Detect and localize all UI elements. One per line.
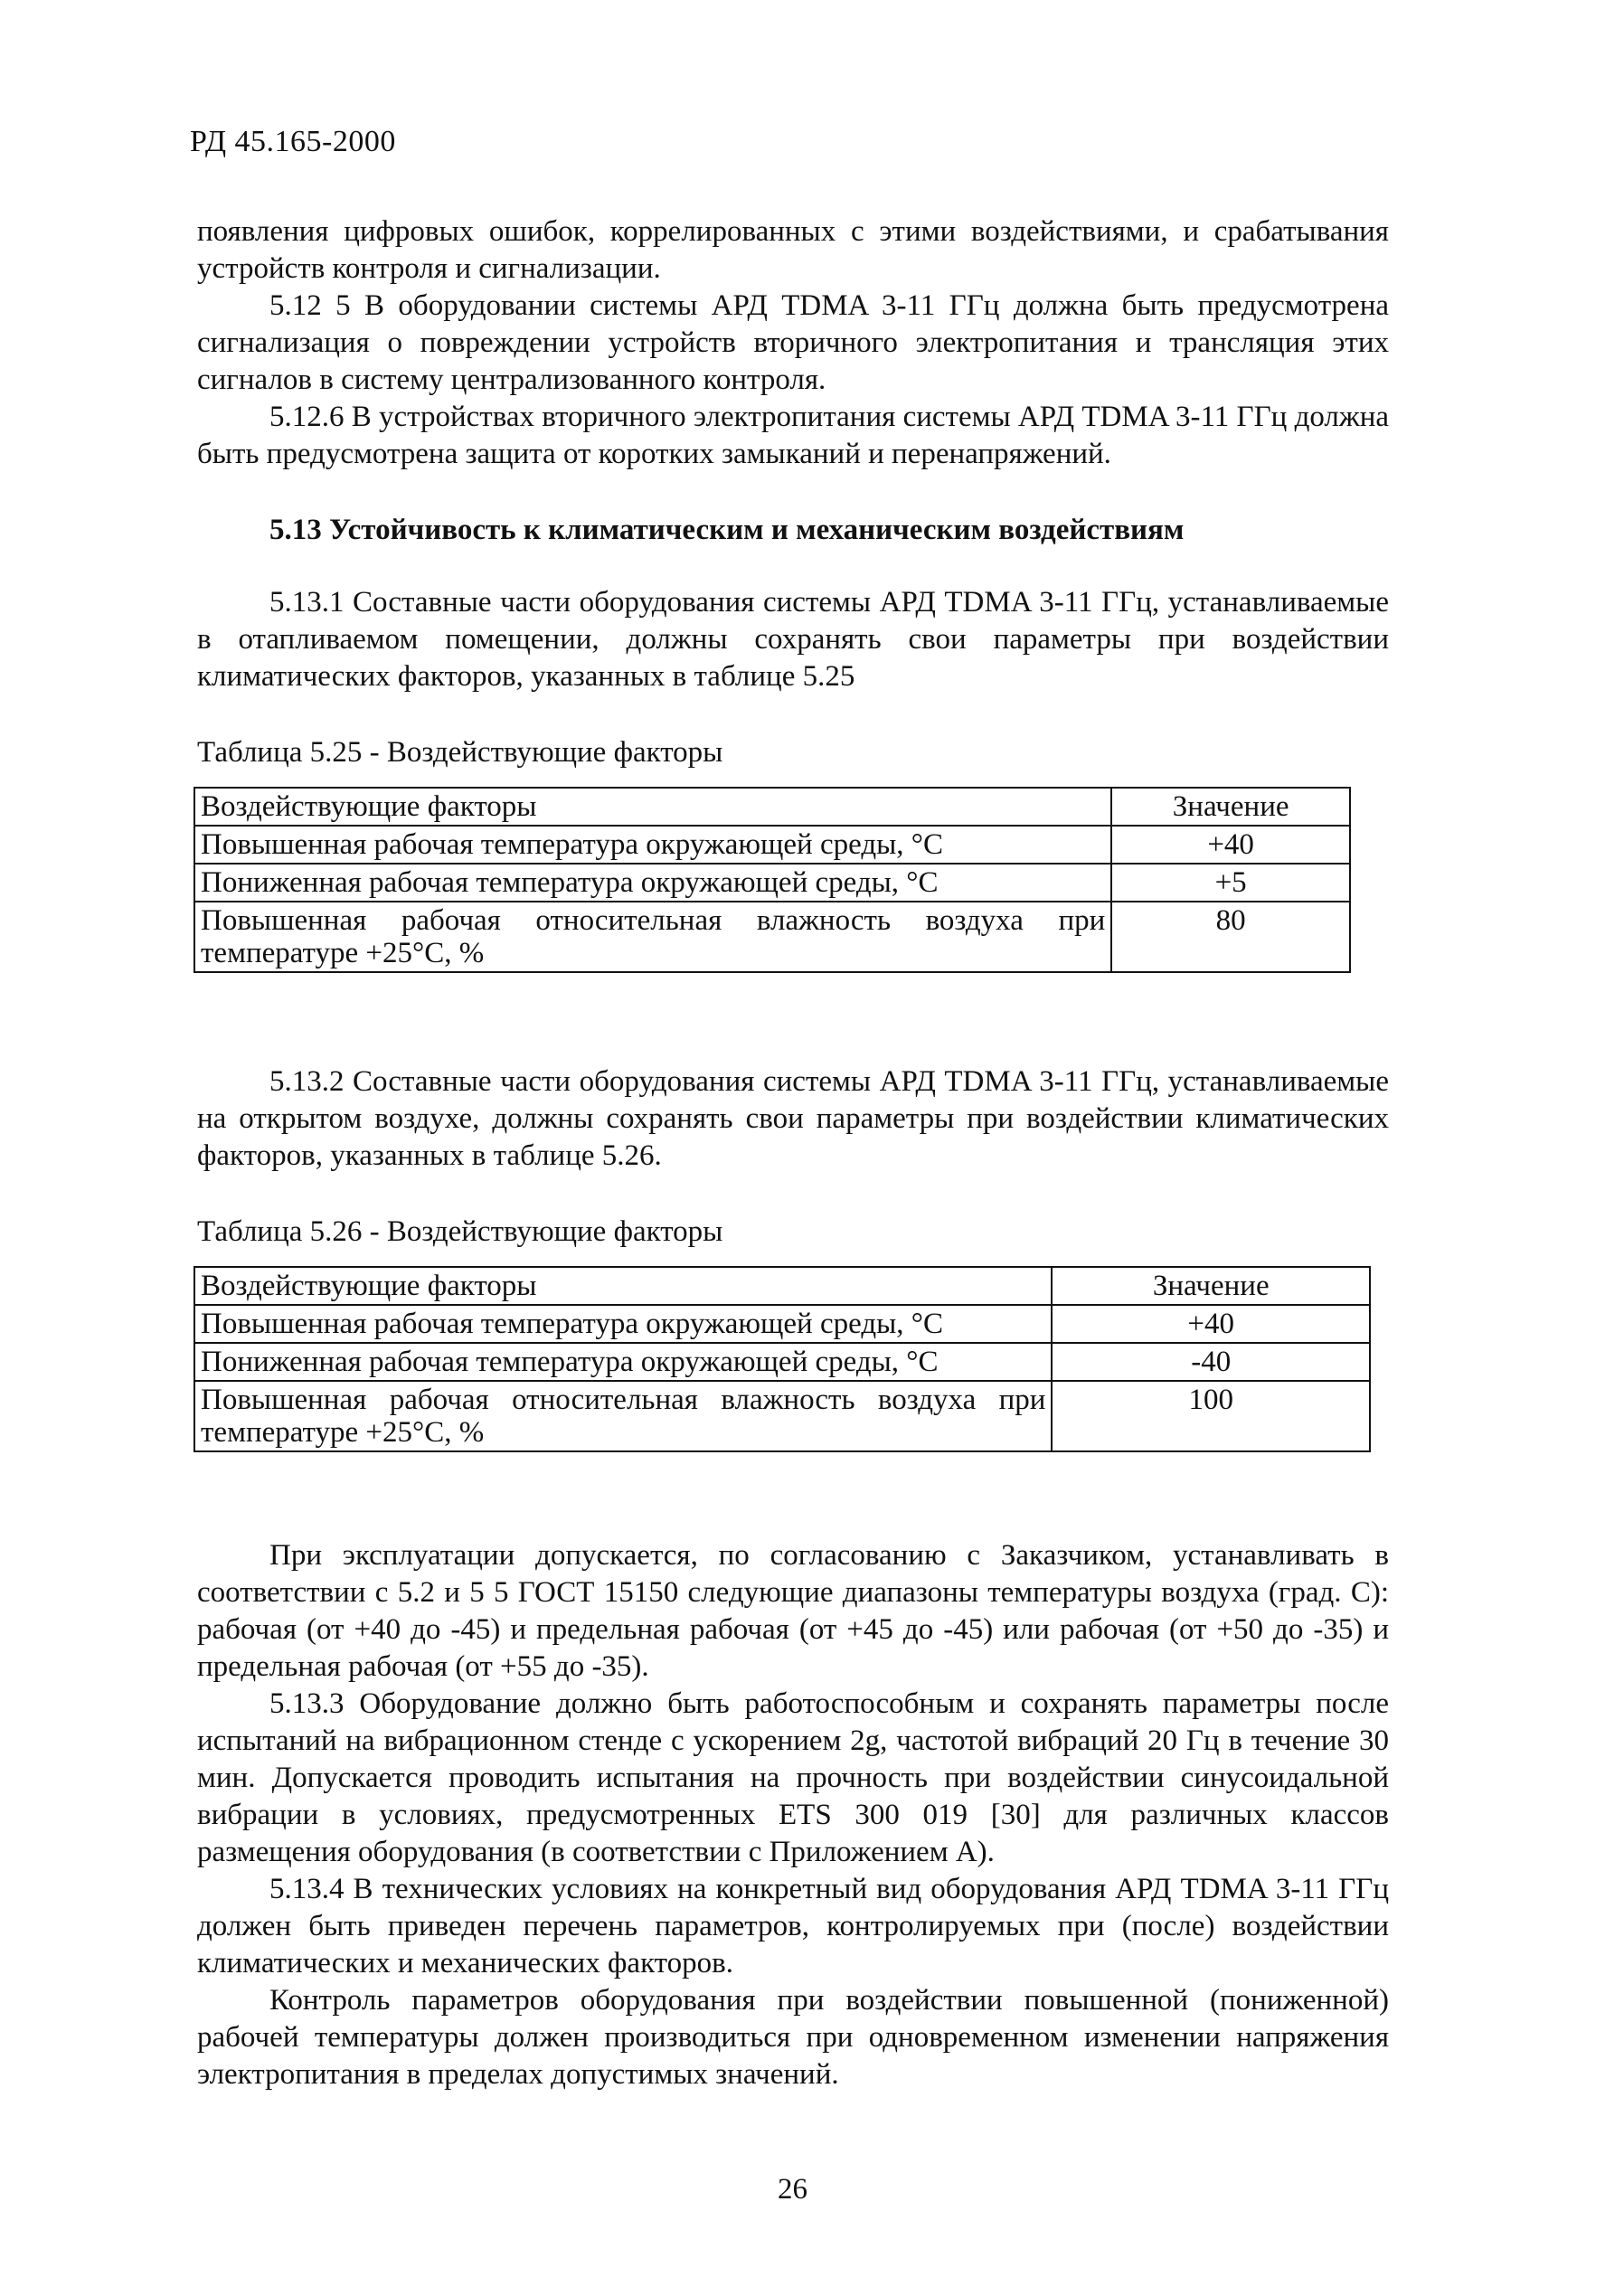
factor-cell: Повышенная рабочая относительная влажность воздуха при температуре +25°С, %	[194, 1381, 1052, 1451]
table-5-26-caption: Таблица 5.26 - Воздействующие факторы	[197, 1215, 723, 1248]
paragraph-5-12-6: 5.12.6 В устройствах вторичного электропитания системы АРД TDMA 3-11 ГГц должна быть предусмотрена защита от коротких замыканий и перенапряжений.	[197, 401, 1389, 470]
page-number: 26	[778, 2173, 807, 2206]
paragraph-continuation: появления цифровых ошибок, коррелированных с этими воздействиями, и срабатывания устройств контроля и сигнализации.	[197, 215, 1389, 285]
table-header-row	[194, 1267, 1370, 1305]
factor-cell: Повышенная рабочая температура окружающей среды, °С	[194, 1305, 1052, 1343]
paragraph-5-13-3: 5.13.3 Оборудование должно быть работоспособным и сохранять параметры после испытаний на вибрационном стенде с ускорением 2g, частотой вибраций 20 Гц в течение 30 мин. Допускается проводить испытания на прочность при воздействии синусоидальной вибрации в условиях, предусмотренных ETS 300 019 [30] для различных классов размещения оборудования (в соответствии с Приложением А).	[197, 1687, 1389, 1868]
document-code: РД 45.165-2000	[190, 125, 396, 158]
column-header-value: Значение	[1111, 788, 1350, 826]
value-cell: +40	[1052, 1305, 1370, 1343]
text-block-top	[197, 213, 1389, 473]
table-row	[194, 1305, 1370, 1343]
value-cell: 80	[1111, 902, 1350, 972]
table-row	[194, 1343, 1370, 1381]
text-block-5-13-1	[197, 584, 1389, 695]
value-cell: +5	[1111, 864, 1350, 902]
text-block-bottom	[197, 1537, 1389, 2093]
table-5-25	[194, 787, 1351, 973]
table-row	[194, 902, 1350, 972]
paragraph-5-13-1: 5.13.1 Составные части оборудования системы АРД TDMA 3-11 ГГц, устанавливаемые в отапливаемом помещении, должны сохранять свои параметры при воздействии климатических факторов, указанных в таблице 5.25	[197, 586, 1389, 693]
column-header-factor: Воздействующие факторы	[194, 788, 1111, 826]
table-row	[194, 826, 1350, 864]
factor-cell: Повышенная рабочая относительная влажность воздуха при температуре +25°С, %	[194, 902, 1111, 972]
factor-cell: Пониженная рабочая температура окружающей среды, °С	[194, 1343, 1052, 1381]
column-header-value: Значение	[1052, 1267, 1370, 1305]
table-5-26	[194, 1266, 1371, 1452]
table-5-25-caption: Таблица 5.25 - Воздействующие факторы	[197, 736, 723, 769]
table-header-row	[194, 788, 1350, 826]
column-header-factor: Воздействующие факторы	[194, 1267, 1052, 1305]
table-row	[194, 1381, 1370, 1451]
paragraph-operation-ranges: При эксплуатации допускается, по согласованию с Заказчиком, устанавливать в соответствии с 5.2 и 5 5 ГОСТ 15150 следующие диапазоны температуры воздуха (град. С): рабочая (от +40 до -45) и предельная рабочая (от +45 до -45) или рабочая (от +50 до -35) и предельная рабочая (от +55 до -35).	[197, 1539, 1389, 1683]
paragraph-parameter-control: Контроль параметров оборудования при воздействии повышенной (пониженной) рабочей температуры должен производиться при одновременном изменении напряжения электропитания в пределах допустимых значений.	[197, 1984, 1389, 2091]
text-block-5-13-2	[197, 1063, 1389, 1175]
section-heading-5-13: 5.13 Устойчивость к климатическим и механическим воздействиям	[269, 514, 1185, 546]
paragraph-5-13-2: 5.13.2 Составные части оборудования системы АРД TDMA 3-11 ГГц, устанавливаемые на открытом воздухе, должны сохранять свои параметры при воздействии климатических факторов, указанных в таблице 5.26.	[197, 1065, 1389, 1172]
table-row	[194, 864, 1350, 902]
factor-cell: Пониженная рабочая температура окружающей среды, °С	[194, 864, 1111, 902]
factor-cell: Повышенная рабочая температура окружающей среды, °С	[194, 826, 1111, 864]
value-cell: -40	[1052, 1343, 1370, 1381]
value-cell: 100	[1052, 1381, 1370, 1451]
value-cell: +40	[1111, 826, 1350, 864]
paragraph-5-13-4: 5.13.4 В технических условиях на конкретный вид оборудования АРД TDMA 3-11 ГГц должен быть приведен перечень параметров, контролируемых при (после) воздействии климатических и механических факторов.	[197, 1873, 1389, 1979]
paragraph-5-12-5: 5.12 5 В оборудовании системы АРД TDMA 3-11 ГГц должна быть предусмотрена сигнализация о повреждении устройств вторичного электропитания и трансляция этих сигналов в систему централизованного контроля.	[197, 289, 1389, 396]
